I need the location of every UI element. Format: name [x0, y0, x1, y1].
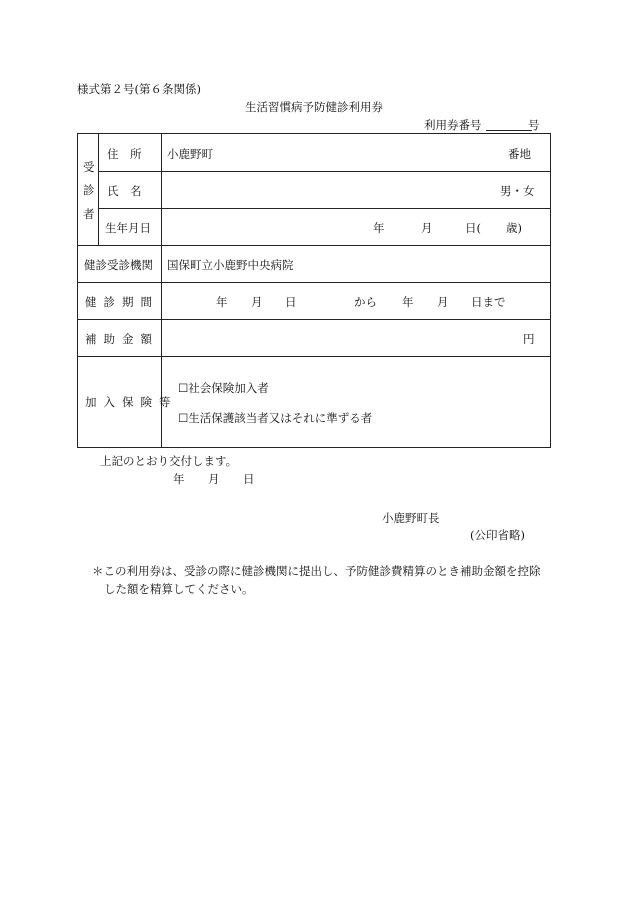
issue-month-unit: 月 [208, 472, 220, 486]
birth-month-unit: 月 [421, 221, 433, 235]
voucher-form-table [77, 133, 551, 448]
form-number: 様式第２号(第６条関係) [77, 82, 201, 96]
issue-year-unit: 年 [173, 472, 185, 486]
subsidy-amount-unit: 円 [523, 332, 535, 346]
row-divider [78, 245, 551, 246]
mayor-title: 小鹿野町長 [382, 511, 440, 525]
period-start-month-unit: 月 [251, 295, 263, 309]
recipient-column-divider [98, 134, 99, 245]
issue-day-unit: 日 [243, 472, 255, 486]
usage-note-line-1: ＊この利用券は、受診の際に健診機関に提出し、予防健診費精算のとき補助金額を控除 [92, 564, 541, 578]
address-label: 住 所 [107, 147, 142, 161]
period-end-month-unit: 月 [437, 295, 449, 309]
voucher-number-underline [486, 130, 532, 131]
period-end-year-unit: 年 [402, 295, 414, 309]
recipient-label-char: 者 [83, 207, 95, 221]
row-divider [98, 171, 551, 172]
recipient-label-char: 受 [83, 160, 95, 174]
insurance-option-welfare[interactable]: ☐生活保護該当者又はそれに準ずる者 [178, 411, 373, 425]
period-start-year-unit: 年 [216, 295, 228, 309]
period-end-day-unit: 日まで [471, 295, 506, 309]
subsidy-amount-label: 補助金額 [85, 332, 159, 346]
row-divider [98, 208, 551, 209]
address-suffix: 番地 [508, 147, 531, 161]
voucher-number-label: 利用券番号 [424, 118, 482, 132]
insurance-label: 加入保険等 [85, 395, 178, 409]
voucher-number-suffix: 号 [528, 118, 540, 132]
birthdate-label: 生年月日 [105, 221, 151, 235]
row-divider [78, 282, 551, 283]
name-label: 氏 名 [107, 184, 142, 198]
age-unit: 歳) [506, 221, 522, 235]
birth-day-unit: 日( [465, 221, 481, 235]
form-title: 生活習慣病予防健診利用券 [245, 100, 383, 114]
seal-omitted-note: (公印省略) [470, 528, 525, 542]
institution-value: 国保町立小鹿野中央病院 [167, 258, 294, 272]
period-label: 健診期間 [85, 295, 159, 309]
gender-options: 男・女 [500, 184, 535, 198]
row-divider [78, 356, 551, 357]
birth-year-unit: 年 [373, 221, 385, 235]
row-divider [78, 319, 551, 320]
period-start-day-unit: 日 [285, 295, 297, 309]
issue-statement: 上記のとおり交付します。 [100, 454, 238, 468]
institution-label: 健診受診機関 [84, 258, 153, 272]
insurance-option-social[interactable]: ☐社会保険加入者 [178, 381, 269, 395]
usage-note-line-2: した額を精算してください。 [104, 582, 254, 596]
recipient-label-char: 診 [83, 183, 95, 197]
period-from-text: から [354, 295, 377, 309]
address-value: 小鹿野町 [167, 147, 213, 161]
